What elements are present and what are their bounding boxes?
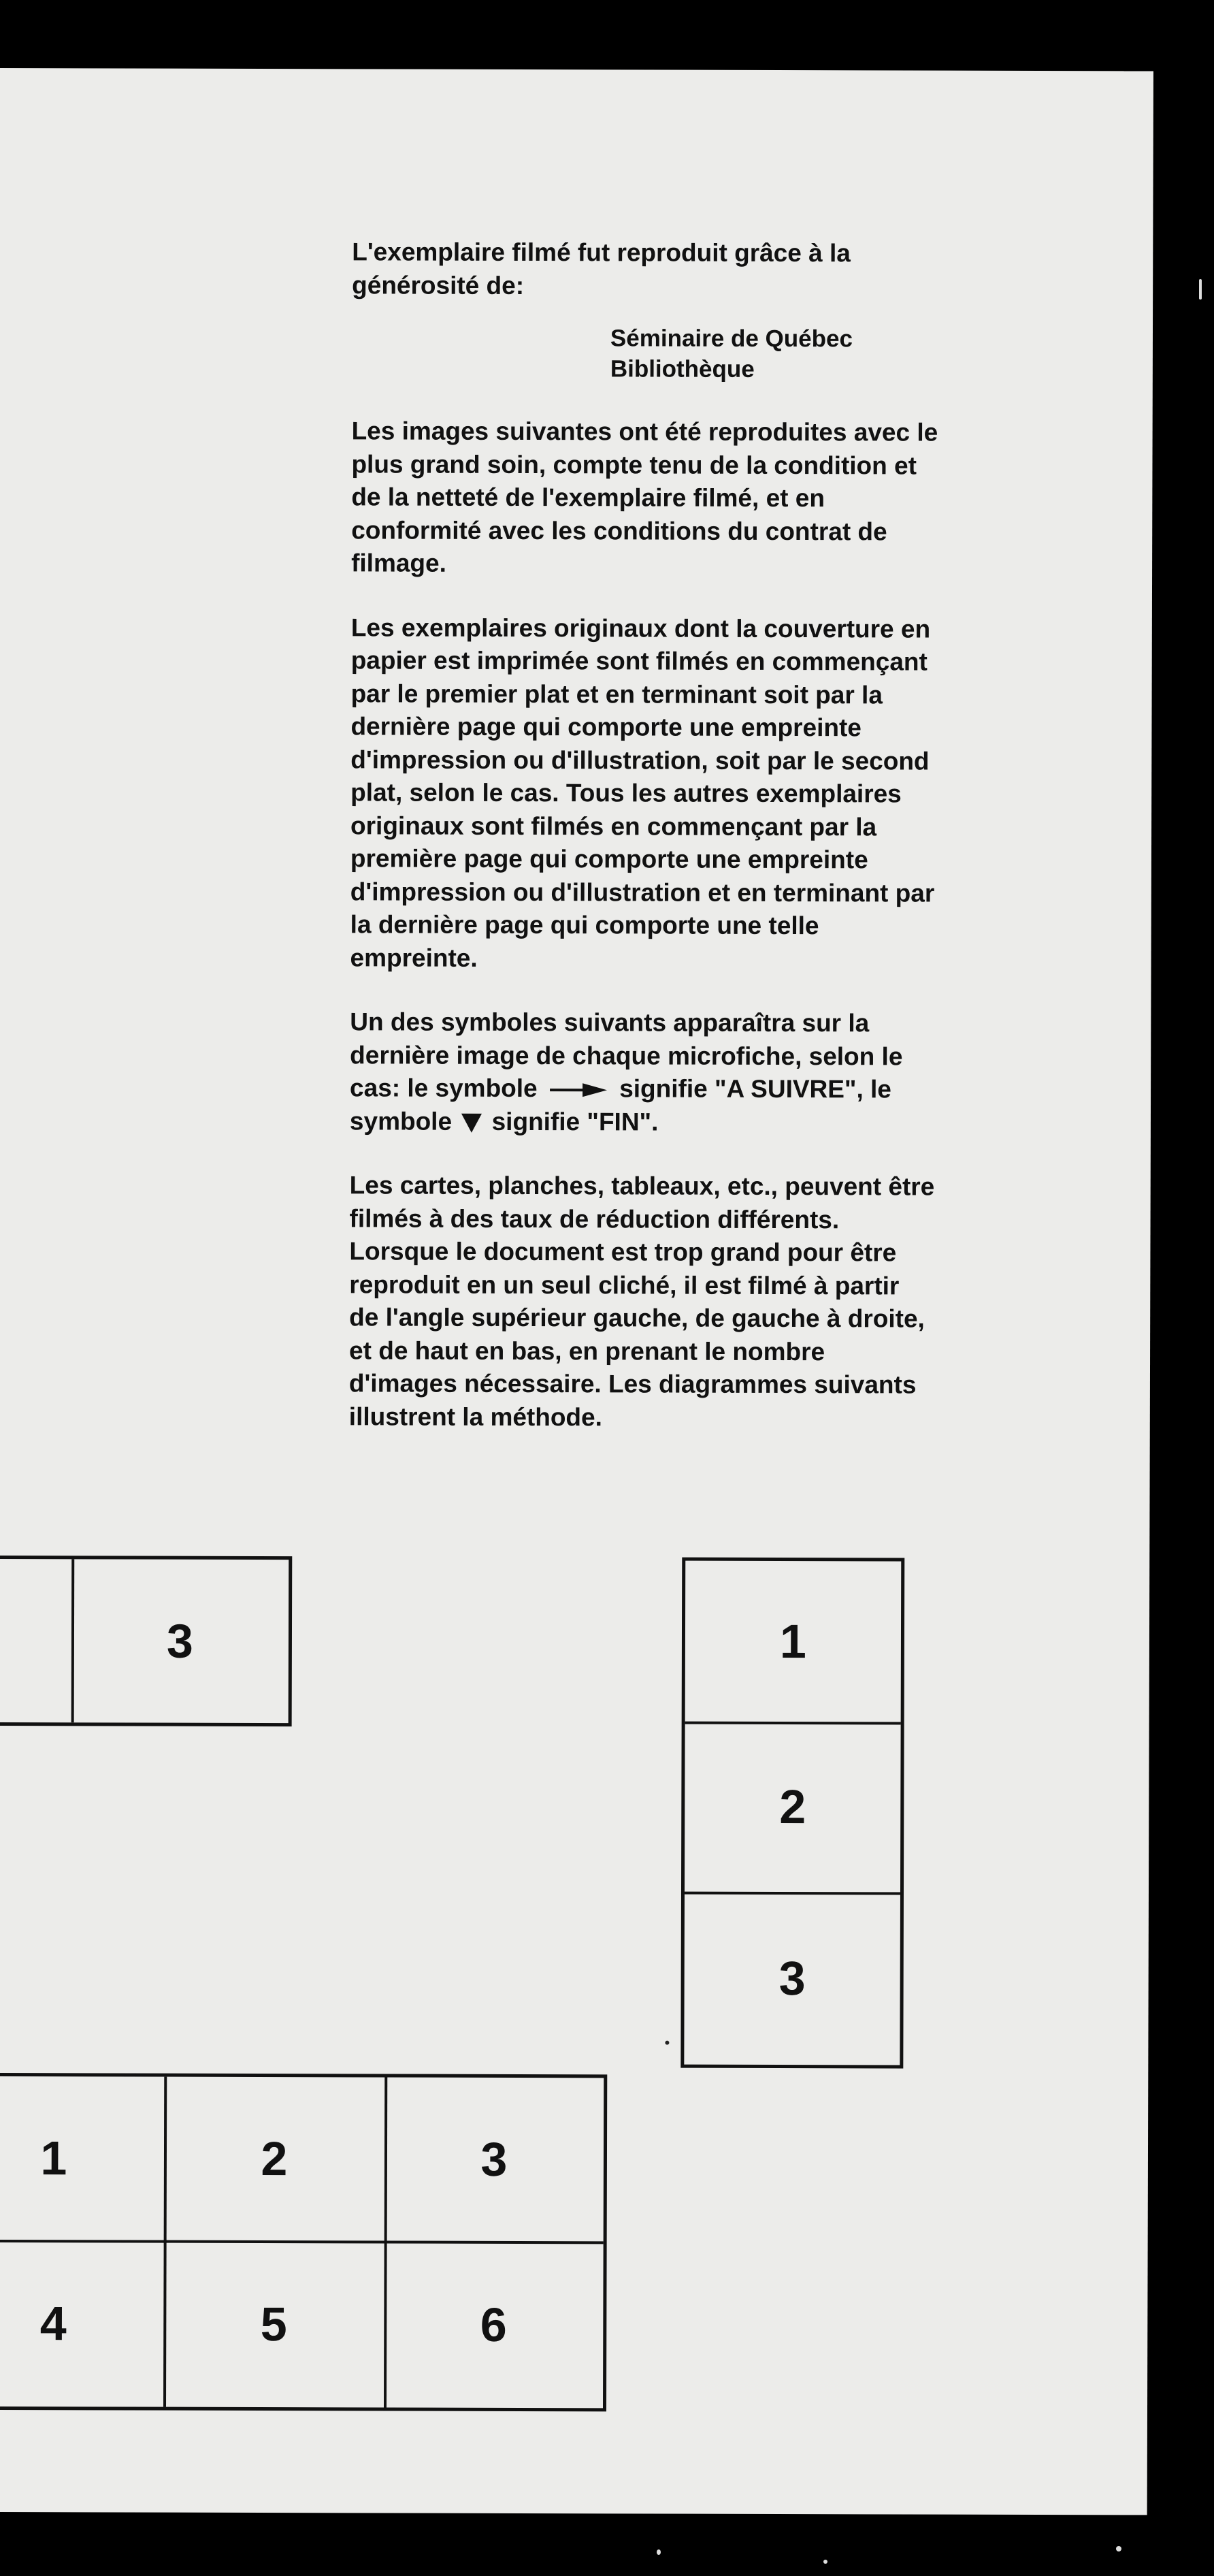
paragraph-cartes: Les cartes, planches, tableaux, etc., peuvent être filmés à des taux de réduction différents. Lorsque le document est trop grand pour être reproduit en un seul cliché, il est filmé à partir de l'angle supérieur gauche, de gauche à droite, et de haut en bas, en prenant le nombre d'images nécessaire. Les diagrammes suivants illustrent la méthode. <box>348 1171 935 1431</box>
strip-cell <box>0 1559 74 1722</box>
vstrip-cell-2: 2 <box>685 1722 901 1895</box>
symbols-line: Un des symboles suivants apparaîtra sur la <box>350 1008 870 1037</box>
speck <box>1199 279 1202 300</box>
credit-intro: L'exemplaire filmé fut reproduit grâce à la générosité de: <box>352 238 851 300</box>
speck <box>665 2041 669 2045</box>
paragraph-originaux: Les exemplaires originaux dont la couverture en papier est imprimée sont filmés en commençant par le premier plat et en terminant soit par la dernière page qui comporte une empreinte d'impression ou d'illustration, soit par le second plat, selon le cas. Tous les autres exemplaires originaux sont filmés en commençant par la première page qui comporte une empreinte d'impression ou d'illustration et en terminant par la dernière page qui comporte une telle empreinte. <box>350 613 935 972</box>
cropped-english-column <box>0 68 197 69</box>
strip-cell-3: 3 <box>166 1614 194 1668</box>
speck <box>1116 2546 1121 2551</box>
grid-diagram <box>0 2073 607 2412</box>
symbols-text: signifie "FIN". <box>491 1107 659 1136</box>
vertical-strip-diagram <box>680 1558 904 2069</box>
paragraph-symboles <box>350 1005 1072 1140</box>
grid-cell-5: 5 <box>163 2240 387 2408</box>
speck <box>823 2560 827 2564</box>
grid-cell-3: 3 <box>384 2077 604 2244</box>
microfiche-target-sheet <box>0 68 1153 2515</box>
symbols-line: dernière image de chaque microfiche, selon le <box>350 1040 903 1070</box>
symbols-text: signifie "A SUIVRE", le <box>619 1074 891 1104</box>
paragraph-images: Les images suivantes ont été reproduites avec le plus grand soin, compte tenu de la condition et de la netteté de l'exemplaire filmé, et en conformité avec les conditions du contrat de filmage. <box>351 417 938 577</box>
arrow-right-icon <box>548 1082 608 1098</box>
grid-cell-1: 1 <box>0 2076 167 2243</box>
grid-cell-6: 6 <box>480 2298 507 2351</box>
grid-cell-2: 2 <box>164 2077 388 2244</box>
horizontal-strip-diagram <box>0 1556 292 1726</box>
triangle-down-icon <box>461 1114 482 1133</box>
grid-cell-4: 4 <box>0 2240 167 2407</box>
vstrip-cell-3: 3 <box>778 1952 806 2006</box>
symbols-text: cas: le symbole <box>350 1074 538 1103</box>
institution-name: Séminaire de Québec Bibliothèque <box>610 325 853 383</box>
vstrip-cell-1: 1 <box>685 1561 902 1725</box>
symbols-line <box>350 1105 1071 1140</box>
french-column <box>349 236 1074 1466</box>
speck <box>657 2549 661 2555</box>
symbols-text: symbole <box>349 1106 453 1136</box>
symbols-line <box>350 1072 1071 1106</box>
